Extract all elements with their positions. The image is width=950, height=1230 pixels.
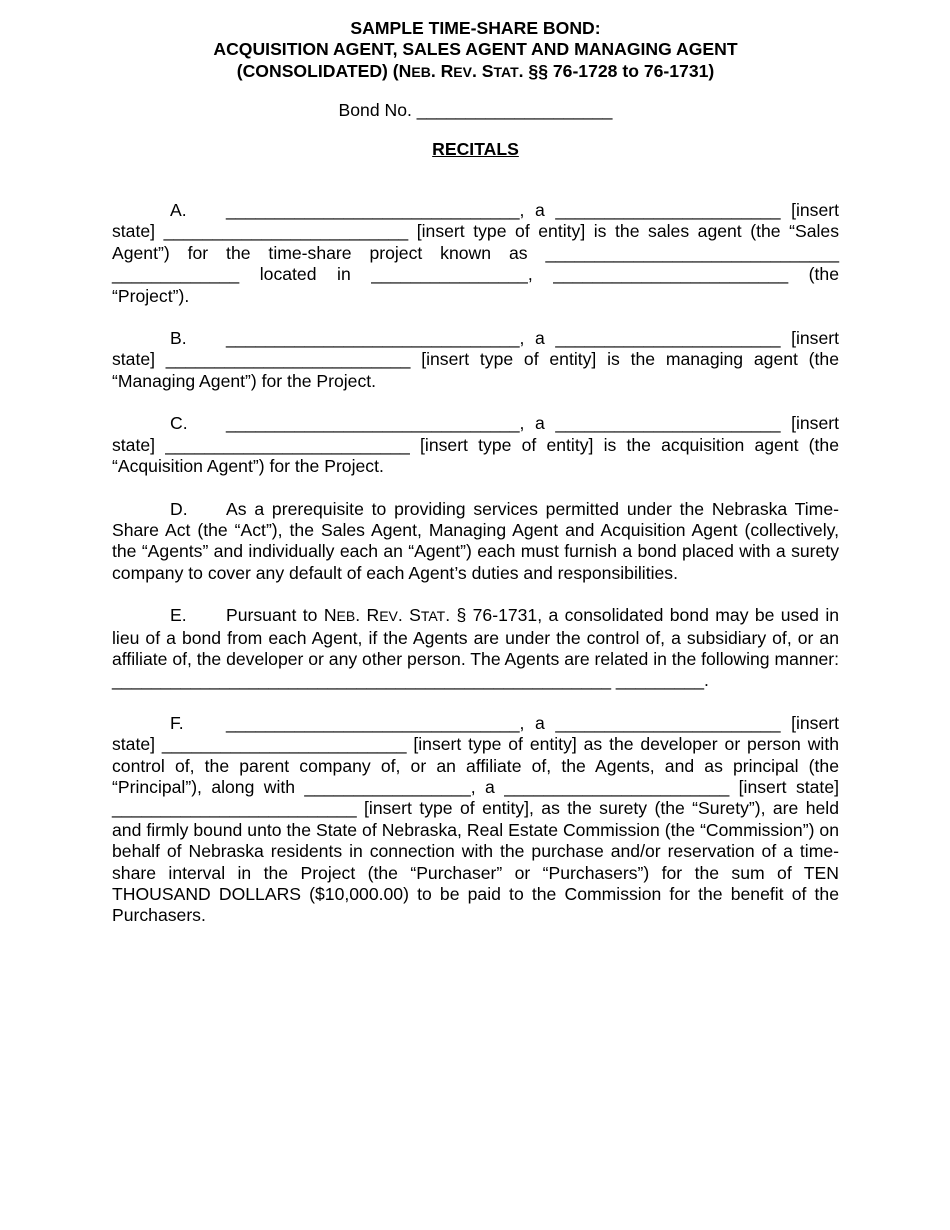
title-line-3-part: . §§ 76-1728 to 76-1731) [518,60,715,81]
recital-paragraph-c [112,413,839,477]
paragraph-smallcaps: EB [336,608,356,625]
title-line-3-smallcaps: EV [453,63,472,80]
recital-paragraph-a [112,200,839,307]
paragraph-text: ______________________________, a _______________________ [insert state] _________________________ [insert type of entity] is the acquisition agent (the “Acquisition Agent”) for the Project. [112,413,839,477]
paragraph-letter: C. [170,413,188,434]
paragraph-text: . § 76-1731, a consolidated bond may be used in lieu of a bond from each Agent, if the Agents are under the control of, a subsidiary of, or an affiliate of, the developer or any other person. The Agents are related in the following manner: ___________________________________________________ _________. [112,605,840,691]
paragraph-letter: B. [170,328,187,349]
paragraph-text: Pursuant to N [226,605,337,626]
title-line-3-smallcaps: EB [411,63,431,80]
recital-paragraph-b [112,328,839,392]
paragraph-text: As a prerequisite to providing services permitted under the Nebraska Time-Share Act (the “Act”), the Sales Agent, Managing Agent and Acquisition Agent (collectively, the “Agents” and individually each an “Agent”) each must furnish a bond placed with a surety company to cover any default of each Agent’s duties and responsibilities. [112,498,839,583]
paragraph-text: ______________________________, a _______________________ [insert state] _________________________ [insert type of entity] is the sales agent (the “Sales Agent”) for the time-share project known as ______________________________ _____________ located in ________________, ________________________ (the “Project”). [112,200,839,306]
title-line-3-smallcaps: TAT [493,63,519,80]
document-page [112,18,839,927]
document-title [112,18,839,83]
title-line-2: ACQUISITION AGENT, SALES AGENT AND MANAGING AGENT [213,39,738,60]
paragraph-letter: E. [170,605,187,626]
paragraph-smallcaps: EV [379,608,398,625]
bond-number-line: Bond No. ____________________ [338,100,613,121]
recitals-heading: RECITALS [432,138,519,159]
recital-paragraph-f [112,713,839,927]
paragraph-letter: F. [170,712,184,733]
recital-paragraph-d [112,499,839,585]
title-line-3 [112,61,839,83]
paragraph-text: . R [355,605,380,626]
paragraph-smallcaps: TAT [420,608,446,625]
paragraph-letter: A. [170,200,187,221]
paragraph-letter: D. [170,498,188,519]
title-line-3-part: . S [471,60,494,81]
paragraph-text: ______________________________, a _______________________ [insert state] _________________________ [insert type of entity] is the managing agent (the “Managing Agent”) for the Project. [112,328,839,391]
paragraph-text: ______________________________, a _______________________ [insert state] _________________________ [insert type of entity] as the developer or person with control of, the parent company of, or an affiliate of, the Agents, and as principal (the “Principal”), along with _________________, a _______________________ [insert state] _________________________ [insert type of entity], as the surety (the “Surety”), are held and firmly bound unto the State of Nebraska, Real Estate Commission (the “Commission”) on behalf of Nebraska residents in connection with the purchase and/or reservation of a time-share interval in the Project (the “Purchaser” or “Purchasers”) for the sum of TEN THOUSAND DOLLARS ($10,000.00) to be paid to the Commission for the benefit of the Purchasers. [112,712,839,926]
title-line-3-part: (CONSOLIDATED) (N [236,60,412,81]
recital-paragraph-e [112,605,839,692]
title-line-3-part: . R [430,60,454,81]
title-line-1: SAMPLE TIME-SHARE BOND: [350,18,601,38]
paragraph-text: . S [397,605,421,626]
